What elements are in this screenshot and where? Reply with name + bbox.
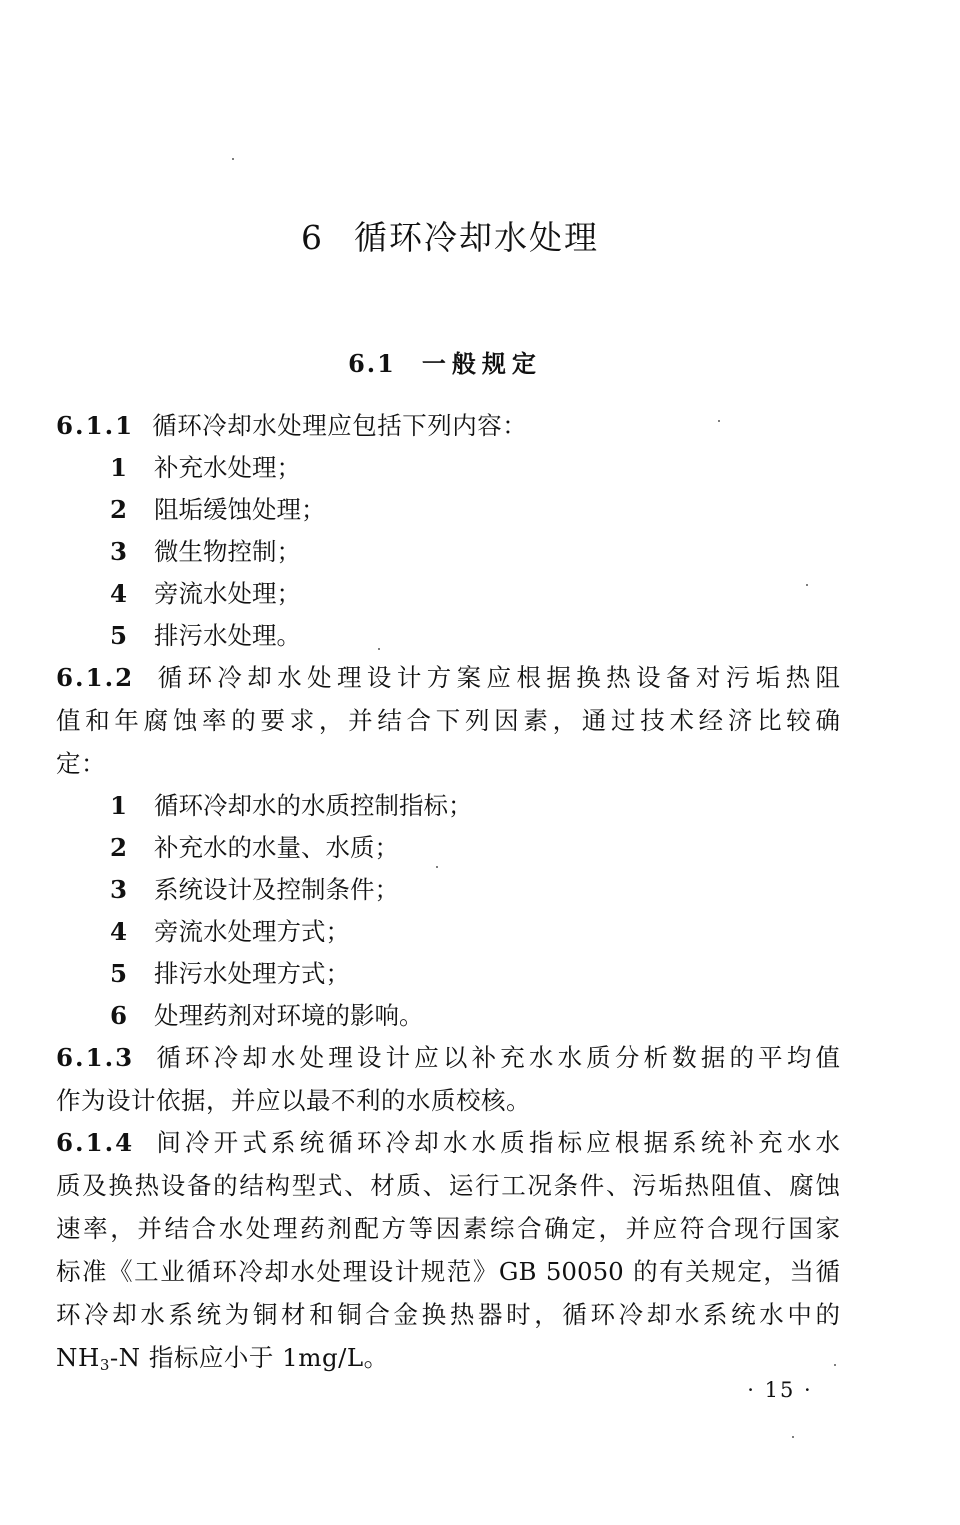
item-text: 排污水处理。 [154, 621, 301, 650]
item-index: 3 [110, 537, 128, 566]
section-heading [0, 342, 890, 386]
item-text: 旁流水处理； [154, 579, 301, 608]
item-text: 处理药剂对环境的影响。 [154, 1001, 424, 1030]
clause-text-line: 速率，并结合水处理药剂配方等因素综合确定，并应符合现行国家 [56, 1214, 840, 1243]
item-index: 1 [110, 453, 128, 482]
chapter-title-text: 循环冷却水处理 [354, 218, 599, 257]
clause-text-line: 环冷却水系统为铜材和铜合金换热器时，循环冷却水系统水中的 [56, 1300, 840, 1329]
list-item [110, 911, 350, 953]
item-text: 补充水的水量、水质； [154, 833, 399, 862]
formula-suffix: -N 指标应小于 1mg/L。 [109, 1343, 389, 1372]
item-text: 微生物控制； [154, 537, 301, 566]
section-title-text: 一般规定 [421, 349, 542, 378]
list-item [110, 489, 326, 531]
item-index: 5 [110, 621, 128, 650]
item-text: 循环冷却水的水质控制指标； [154, 791, 473, 820]
formula-subscript: 3 [99, 1356, 110, 1374]
clause-6-1-3 [56, 1037, 840, 1079]
chapter-number: 6 [301, 218, 324, 257]
clause-6-1-1 [56, 405, 840, 447]
clause-text-line: 作为设计依据，并应以最不利的水质校核。 [56, 1086, 531, 1115]
item-index: 3 [110, 875, 128, 904]
clause-text-line: 值和年腐蚀率的要求，并结合下列因素，通过技术经济比较确 [56, 706, 840, 735]
scan-speck [436, 866, 438, 868]
item-text: 系统设计及控制条件； [154, 875, 399, 904]
scan-speck [232, 158, 234, 160]
clause-6-1-2 [56, 657, 840, 699]
item-text: 补充水处理； [154, 453, 301, 482]
chapter-heading [0, 210, 900, 266]
clause-text-line: 质及换热设备的结构型式、材质、运行工况条件、污垢热阻值、腐蚀 [56, 1171, 840, 1200]
scan-speck [718, 420, 720, 422]
item-index: 6 [110, 1001, 128, 1030]
clause-number: 6.1.3 [56, 1043, 135, 1072]
list-item [110, 573, 301, 615]
item-index: 1 [110, 791, 128, 820]
list-item [110, 615, 301, 657]
item-text: 排污水处理方式； [154, 959, 350, 988]
clause-text: 循环冷却水处理设计应以补充水水质分析数据的平均值 [152, 1043, 840, 1072]
item-text: 旁流水处理方式； [154, 917, 350, 946]
clause-6-1-4 [56, 1122, 840, 1164]
clause-text: 循环冷却水处理应包括下列内容： [152, 411, 528, 440]
list-item [110, 827, 399, 869]
scan-speck [834, 1364, 836, 1366]
list-item [110, 869, 399, 911]
list-item [110, 531, 301, 573]
item-index: 2 [110, 833, 128, 862]
clause-text-line: 定： [56, 749, 106, 778]
section-number: 6.1 [348, 349, 396, 378]
clause-text: 间冷开式系统循环冷却水水质指标应根据系统补充水水 [152, 1128, 840, 1157]
scan-speck [378, 648, 380, 650]
list-item [110, 785, 473, 827]
item-index: 4 [110, 917, 128, 946]
scan-speck [792, 1436, 794, 1438]
page-number: · 15 · [747, 1378, 813, 1402]
scan-speck [806, 584, 808, 586]
clause-number: 6.1.1 [56, 411, 135, 440]
list-item [110, 995, 424, 1037]
item-text: 阻垢缓蚀处理； [154, 495, 326, 524]
clause-text-line: 标准《工业循环冷却水处理设计规范》GB 50050 的有关规定，当循 [56, 1257, 840, 1286]
item-index: 5 [110, 959, 128, 988]
item-index: 2 [110, 495, 128, 524]
item-index: 4 [110, 579, 128, 608]
clause-number: 6.1.2 [56, 663, 135, 692]
clause-text: 循环冷却水处理设计方案应根据换热设备对污垢热阻 [152, 663, 840, 692]
formula-prefix: NH [56, 1343, 100, 1372]
list-item [110, 447, 301, 489]
list-item [110, 953, 350, 995]
clause-number: 6.1.4 [56, 1128, 135, 1157]
